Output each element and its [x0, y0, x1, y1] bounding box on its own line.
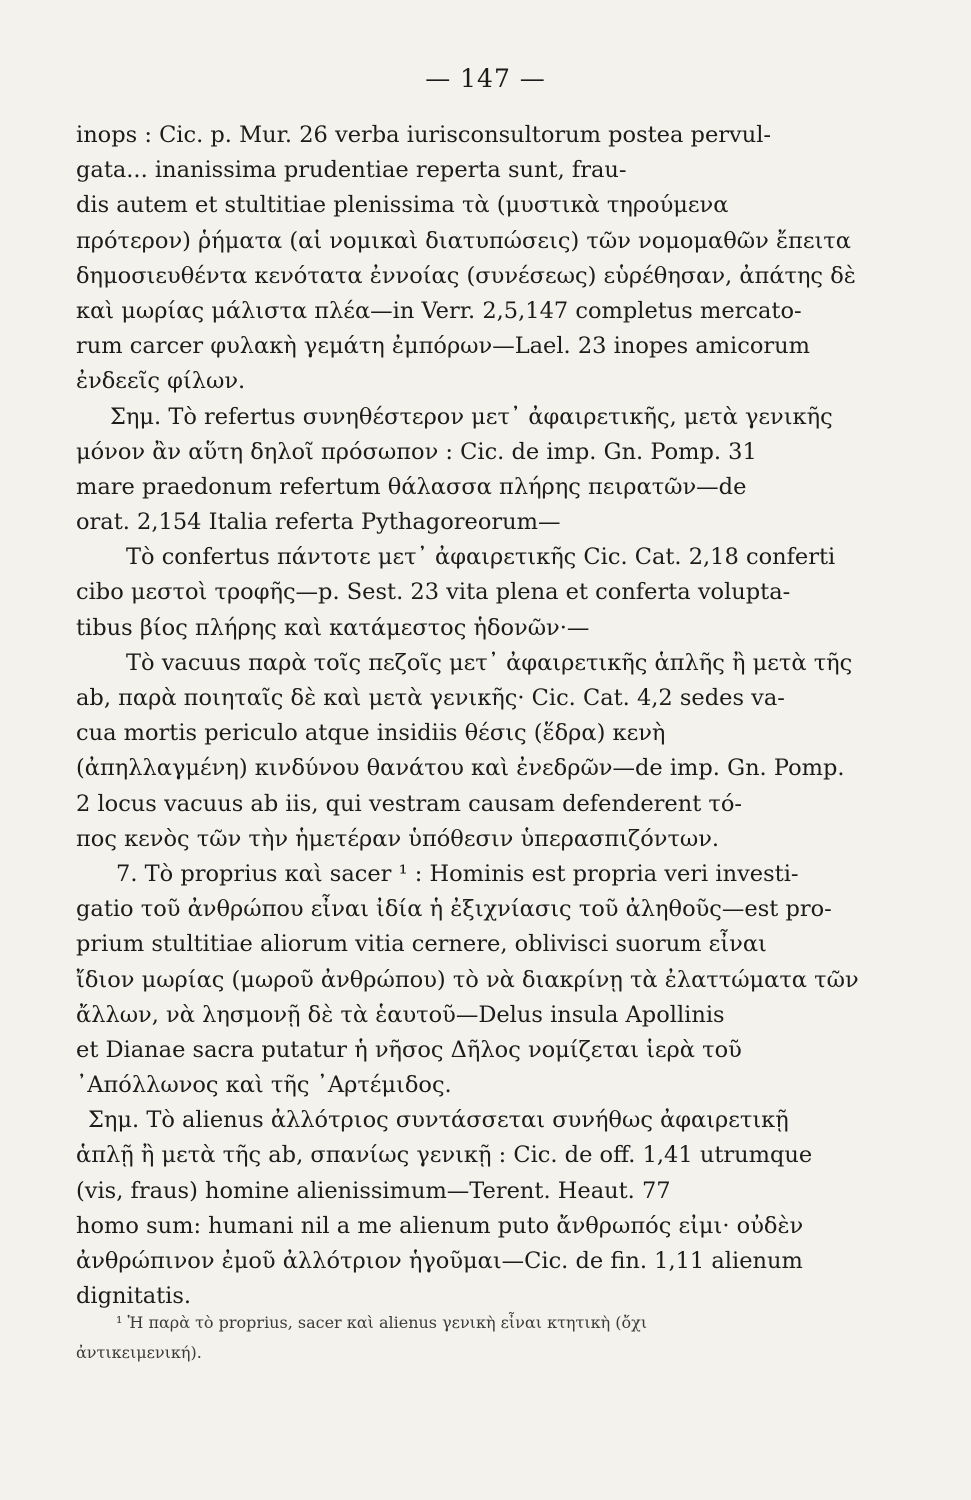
text-line: Τὸ vacuus παρὰ τοῖς πεζοῖς μετ᾽ ἀφαιρετικῆς ἁπλῆς ἢ μετὰ τῆς: [126, 649, 853, 676]
text-line: δημοσιευθέντα κενότατα ἐννοίας (συνέσεως) εὑρέθησαν, ἀπάτης δὲ: [76, 262, 856, 289]
text-line: prium stultitiae aliorum vitia cernere, oblivisci suorum εἶναι: [76, 931, 767, 958]
text-line: ἴδιον μωρίας (μωροῦ ἀνθρώπου) τὸ νὰ διακρίνῃ τὰ ἐλαττώματα τῶν: [76, 966, 859, 993]
text-line: cua mortis periculo atque insidiis θέσις (ἕδρα) κενὴ: [76, 720, 666, 747]
text-line: dis autem et stultitiae plenissima τὰ (μυστικὰ τηρούμενα: [76, 192, 729, 219]
text-line: ab, παρὰ ποιηταῖς δὲ καὶ μετὰ γενικῆς· Cic. Cat. 4,2 sedes va-: [76, 685, 785, 711]
text-line: ἄλλων, νὰ λησμονῇ δὲ τὰ ἑαυτοῦ—Delus insula Apollinis: [76, 1001, 725, 1028]
text-line: ἐνδεεῖς φίλων.: [76, 368, 246, 395]
text-line: Σημ. Τὸ alienus ἀλλότριος συντάσσεται συνήθως ἀφαιρετικῇ: [88, 1107, 789, 1134]
text-line: 2 locus vacuus ab iis, qui vestram causam defenderent τό-: [76, 790, 743, 817]
text-line: 7. Τὸ proprius καὶ sacer ¹ : Hominis est propria veri investi-: [116, 860, 799, 887]
text-line: μόνον ἂν αὕτη δηλοῖ πρόσωπον : Cic. de imp. Gn. Pomp. 31: [76, 438, 757, 465]
text-line: Σημ. Τὸ refertus συνηθέστερον μετ᾽ ἀφαιρετικῆς, μετὰ γενικῆς: [110, 403, 833, 430]
footnote-line: ¹ Ἡ παρὰ τὸ proprius, sacer καὶ alienus γενικὴ εἶναι κτητικὴ (ὄχι: [116, 1313, 648, 1332]
text-line: ἁπλῇ ἢ μετὰ τῆς ab, σπανίως γενικῇ : Cic. de off. 1,41 utrumque: [76, 1142, 813, 1169]
text-line: cibo μεστοὶ τροφῆς—p. Sest. 23 vita plena et conferta volupta-: [76, 579, 791, 606]
text-line: dignitatis.: [76, 1283, 192, 1310]
footnote-line: ἀντικειμενική).: [76, 1343, 202, 1362]
body-text: [76, 118, 906, 1314]
text-line: πρότερον) ῥήματα (αἱ νομικαὶ διατυπώσεις) τῶν νομομαθῶν ἔπειτα: [76, 227, 851, 254]
page-number: — 147 —: [425, 64, 546, 93]
text-line: (ἀπηλλαγμένη) κινδύνου θανάτου καὶ ἐνεδρῶν—de imp. Gn. Pomp.: [76, 755, 845, 782]
text-line: ᾿Απόλλωνος καὶ τῆς ᾿Αρτέμιδος.: [76, 1072, 452, 1099]
text-line: (vis, fraus) homine alienissimum—Terent. Heaut. 77: [76, 1177, 671, 1204]
footnote: [76, 1308, 906, 1368]
text-line: Τὸ confertus πάντοτε μετ᾽ ἀφαιρετικῆς Cic. Cat. 2,18 conferti: [126, 544, 836, 571]
text-line: rum carcer φυλακὴ γεμάτη ἐμπόρων—Lael. 23 inopes amicorum: [76, 333, 810, 360]
text-line: inops : Cic. p. Mur. 26 verba iurisconsultorum postea pervul-: [76, 122, 772, 148]
text-line: tibus βίος πλήρης καὶ κατάμεστος ἡδονῶν·—: [76, 614, 590, 641]
text-line: homo sum: humani nil a me alienum puto ἄνθρωπός εἰμι· οὐδὲν: [76, 1212, 804, 1239]
text-line: πος κενὸς τῶν τὴν ἡμετέραν ὑπόθεσιν ὑπερασπιζόντων.: [76, 825, 720, 852]
text-line: ἀνθρώπινον ἐμοῦ ἀλλότριον ἡγοῦμαι—Cic. de fin. 1,11 alienum: [76, 1248, 803, 1274]
text-line: mare praedonum refertum θάλασσα πλήρης πειρατῶν—de: [76, 473, 747, 500]
text-line: gata... inanissima prudentiae reperta sunt, frau-: [76, 157, 627, 184]
text-line: et Dianae sacra putatur ἡ νῆσος Δῆλος νομίζεται ἱερὰ τοῦ: [76, 1036, 742, 1063]
text-line: orat. 2,154 Italia referta Pythagoreorum—: [76, 509, 561, 536]
text-line: gatio τοῦ ἀνθρώπου εἶναι ἰδία ἡ ἐξιχνίασις τοῦ ἀληθοῦς—est pro-: [76, 896, 832, 923]
text-line: καὶ μωρίας μάλιστα πλέα—in Verr. 2,5,147 completus mercato-: [76, 297, 802, 324]
